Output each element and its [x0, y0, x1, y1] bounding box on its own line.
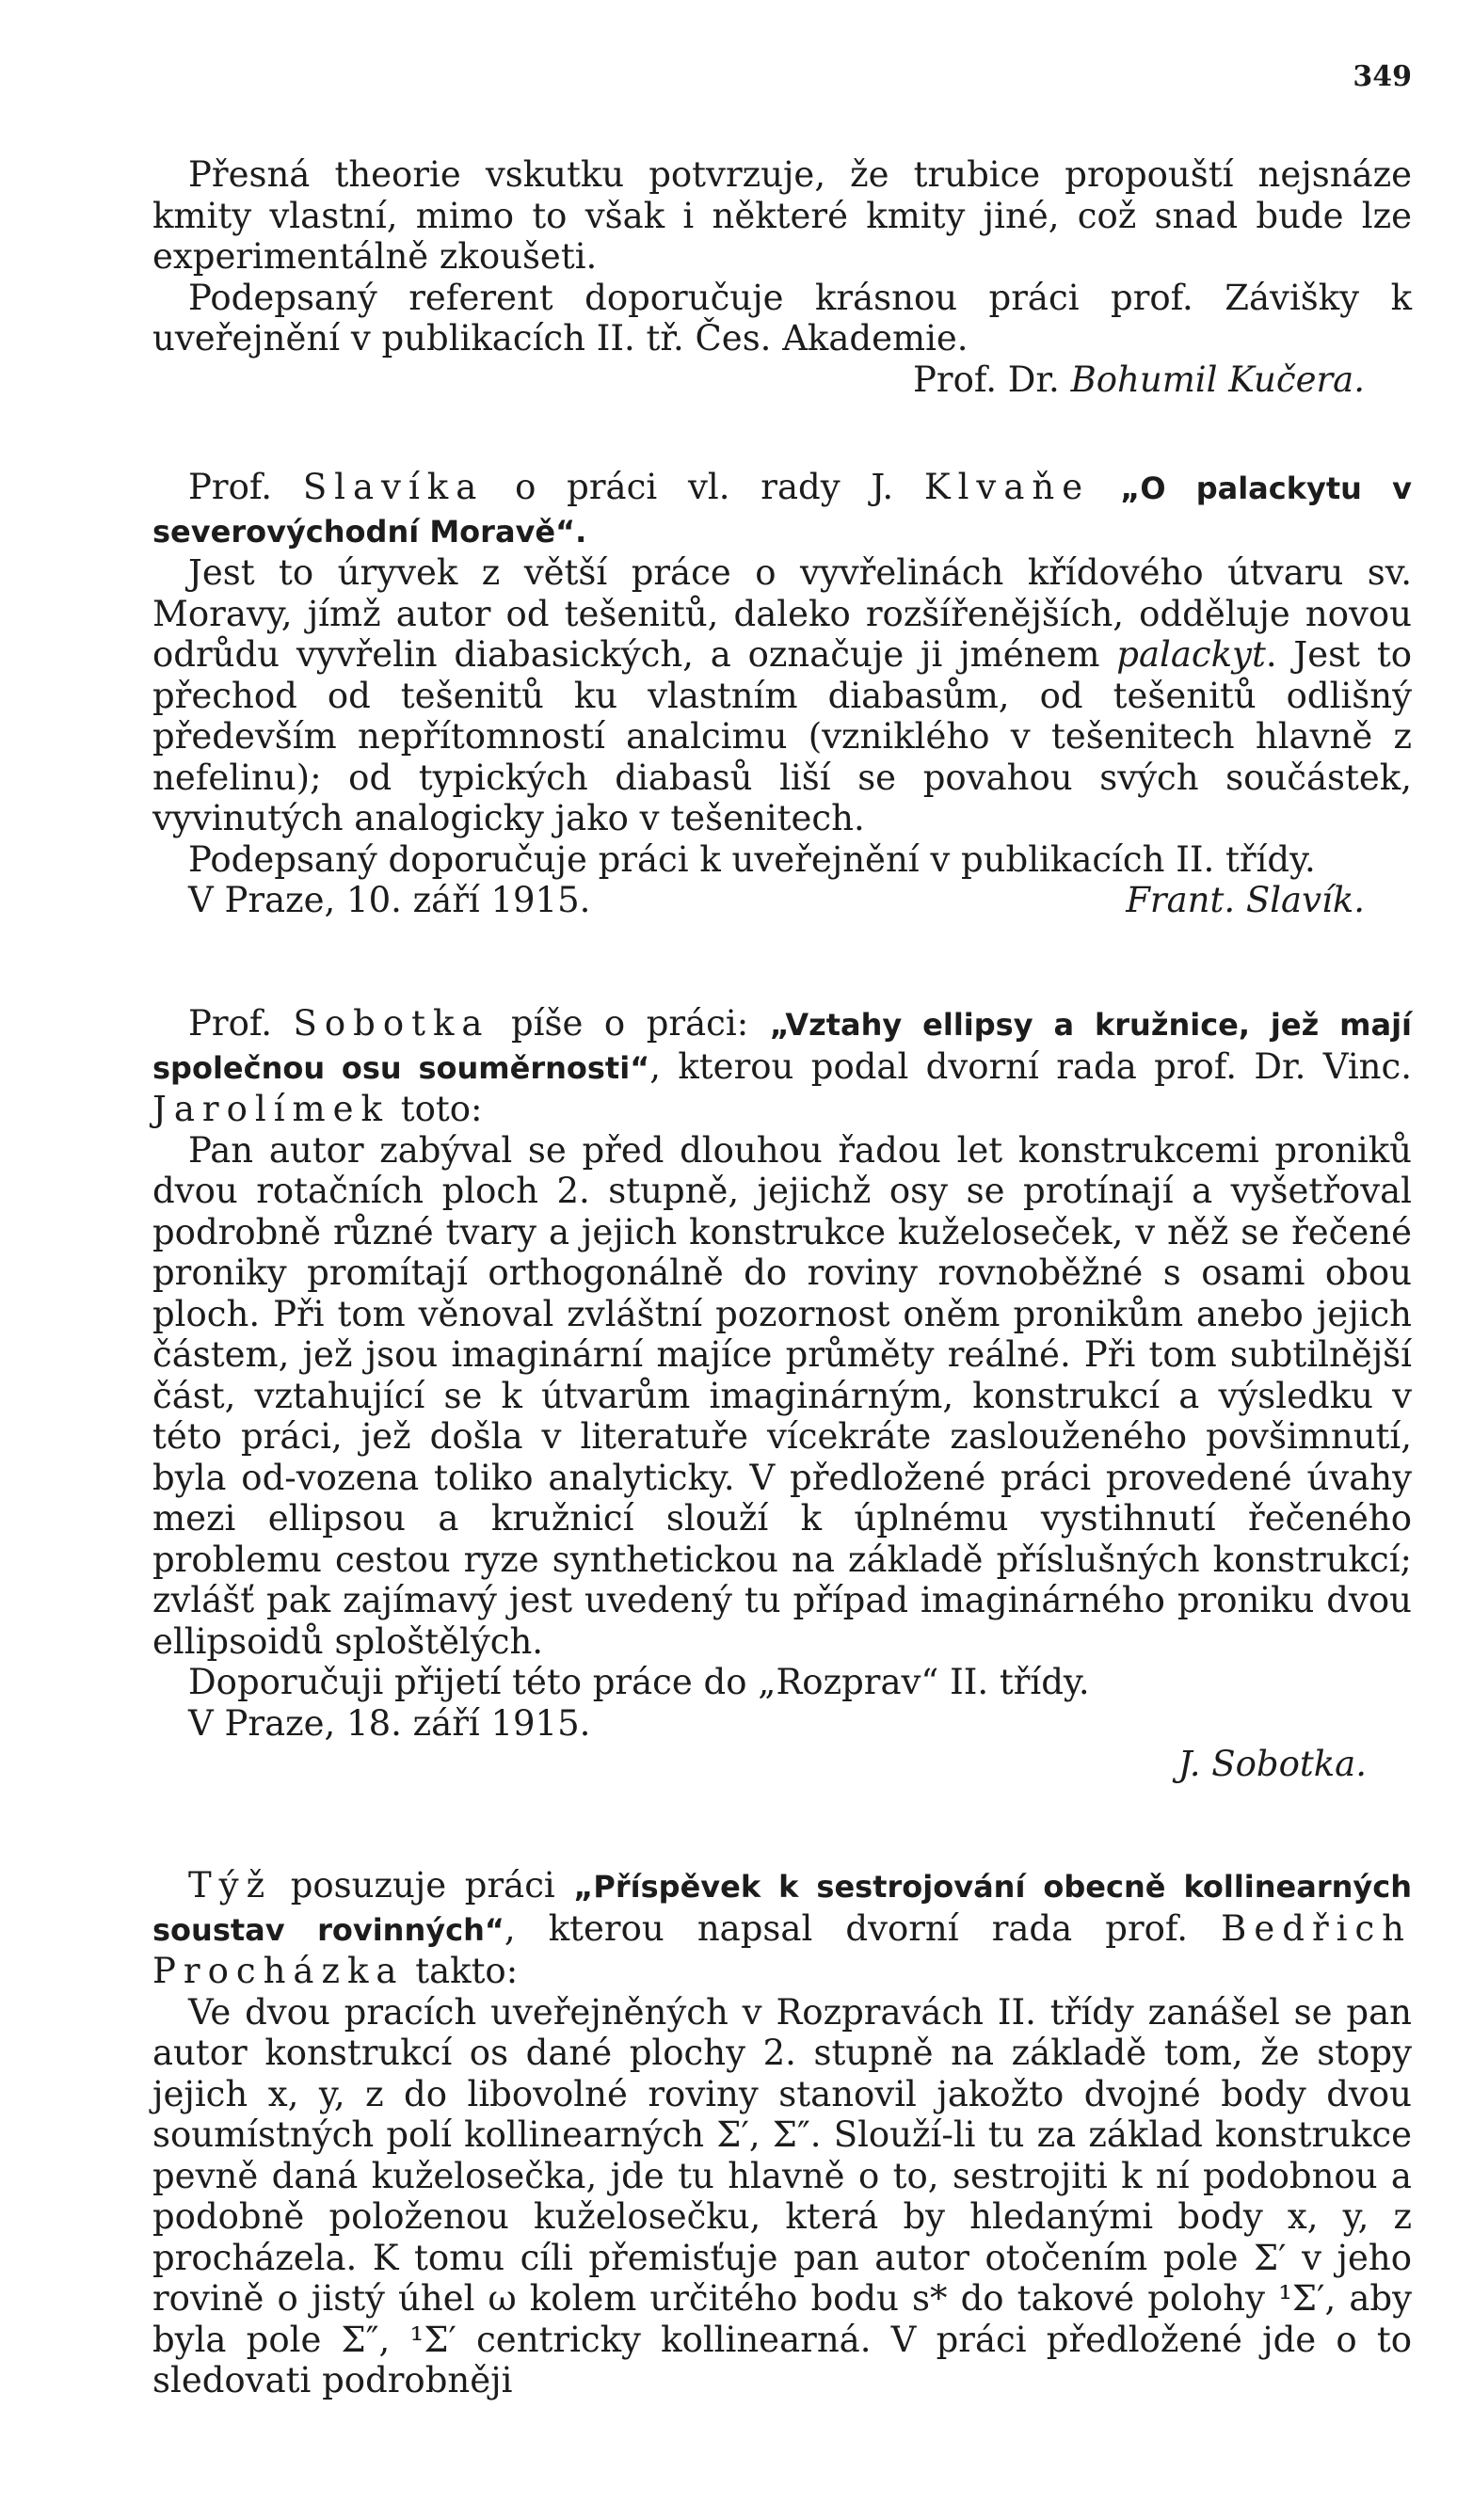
heading-text: o práci vl. rady J. [484, 467, 924, 507]
signature [152, 359, 1412, 401]
author-name: Sobotka [293, 1003, 490, 1044]
heading-text: toto: [389, 1089, 483, 1129]
heading-text: Prof. [188, 1003, 294, 1044]
section-heading [152, 467, 1412, 552]
section-collineation-review [152, 1865, 1412, 2401]
heading-text: Prof. [188, 467, 303, 507]
paragraph: Podepsaný doporučuje práci k uveřejnění v publikacích II. třídy. [188, 838, 1316, 880]
section-zaviska-review [152, 154, 1412, 400]
paragraph: Podepsaný referent doporučuje krásnou práci prof. Závišky k uveřejnění v publikacích II. tř. Čes. Akademie. [152, 277, 1412, 359]
heading-text: takto: [404, 1951, 519, 1991]
work-title: „O palackytu v severovýchodní Moravě“. [152, 471, 1413, 550]
paragraph [152, 552, 1412, 839]
signature: Frant. Slavík. [1126, 880, 1365, 920]
heading-text: , kterou podal dvorní rada prof. Dr. Vinc. [649, 1045, 1412, 1087]
author-name: Týž [188, 1865, 273, 1906]
paragraph-text: Jest to úryvek z větší práce o vyvřelinách křídového útvaru sv. Moravy, jímž autor od tešenitů, daleko rozšířenějších, odděluje novou odrůdu vyvřelin diabasických, a označuje ji jménem [152, 552, 1412, 675]
work-title: „Příspěvek k sestrojování obecně kollinearných soustav rovinných“ [152, 1869, 1413, 1948]
author-name: Klvaňe [923, 467, 1091, 507]
term: palackyt [1116, 634, 1266, 675]
date: V Praze, 18. září 1915. [188, 1702, 591, 1744]
author-name: Jarolímek [152, 1089, 390, 1129]
section-heading [152, 1865, 1412, 1992]
date-signature-row [152, 880, 1412, 921]
author-name: Bedřich Procházka [152, 1907, 1413, 1991]
paragraph-text: . Jest to přechod od tešenitů ku vlastním diabasům, od tešenitů odlišný především nepřítomností analcimu (vzniklého v tešenitech hlavně z nefelinu); od typických diabasů liší se povahou svých součástek, vyvinutých analogicky jako v tešenitech. [152, 634, 1412, 838]
paragraph: Pan autor zabýval se před dlouhou řadou let konstrukcemi proniků dvou rotačních ploch 2. stupně, jejichž osy se protínají a vyšetřoval podrobně různé tvary a jejich konstrukce kuželoseček, v něž se řečené proniky promítají orthogonálně do roviny rovnoběžné s osami obou ploch. Při tom věnoval zvláštní pozornost oněm pronikům anebo jejich částem, jež jsou imaginární majíce průměty reálné. Při tom subtilnější část, vztahující se k útvarům imaginárným, konstrukcí a výsledku v této práci, jež došla v literatuře vícekráte zaslouženého povšimnutí, byla od-vozena toliko analyticky. V předložené práci provedené úvahy mezi ellipsou a kružnicí slouží k úplnému vystihnutí řečeného problemu cestou ryze synthetickou na základě příslušných konstrukcí; zvlášť pak zajímavý jest uvedený tu případ imaginárného proniku dvou ellipsoidů sploštělých. [152, 1129, 1412, 1662]
page-number: 349 [1353, 60, 1412, 93]
signature-name: Bohumil Kučera. [1070, 359, 1365, 400]
section-ellipse-review [152, 1003, 1412, 1785]
signature-prefix: Prof. Dr. [912, 359, 1071, 400]
heading-text: píše o práci: [489, 1003, 770, 1044]
paragraph: Ve dvou pracích uveřejněných v Rozpravách II. třídy zanášel se pan autor konstrukcí os dané plochy 2. stupně na základě tom, že stopy jejich x, y, z do libovolné roviny stanovil jakožto dvojné body dvou soumístných polí kollinearných Σ′, Σ″. Slouží-li tu za základ konstrukce pevně daná kuželosečka, jde tu hlavně o to, sestrojiti k ní podobnou a podobně položenou kuželosečku, která by hledanými body x, y, z procházela. K tomu cíli přemisťuje pan autor otočením pole Σ′ v jeho rovině o jistý úhel ω kolem určitého bodu s* do takové polohy ¹Σ′, aby byla pole Σ″, ¹Σ′ centricky kollinearná. V práci předložené jde o to sledovati podrobněji [152, 1991, 1412, 2400]
work-title: „Vztahy ellipsy a kružnice, jež mají společnou osu souměrnosti“ [152, 1007, 1412, 1086]
section-palackyt-review [152, 467, 1412, 921]
author-name: Slavíka [302, 467, 485, 507]
section-heading [152, 1003, 1412, 1130]
heading-text: , kterou napsal dvorní rada prof. [504, 1907, 1222, 1949]
paragraph: Doporučuji přijetí této práce do „Rozprav“ II. třídy. [188, 1662, 1090, 1702]
date: V Praze, 10. září 1915. [188, 880, 591, 920]
signature: J. Sobotka. [1177, 1744, 1367, 1784]
heading-text: posuzuje práci [272, 1865, 574, 1906]
paragraph: Přesná theorie vskutku potvrzuje, že trubice propouští nejsnáze kmity vlastní, mimo to však i některé kmity jiné, což snad bude lze experimentálně zkoušeti. [152, 154, 1412, 277]
